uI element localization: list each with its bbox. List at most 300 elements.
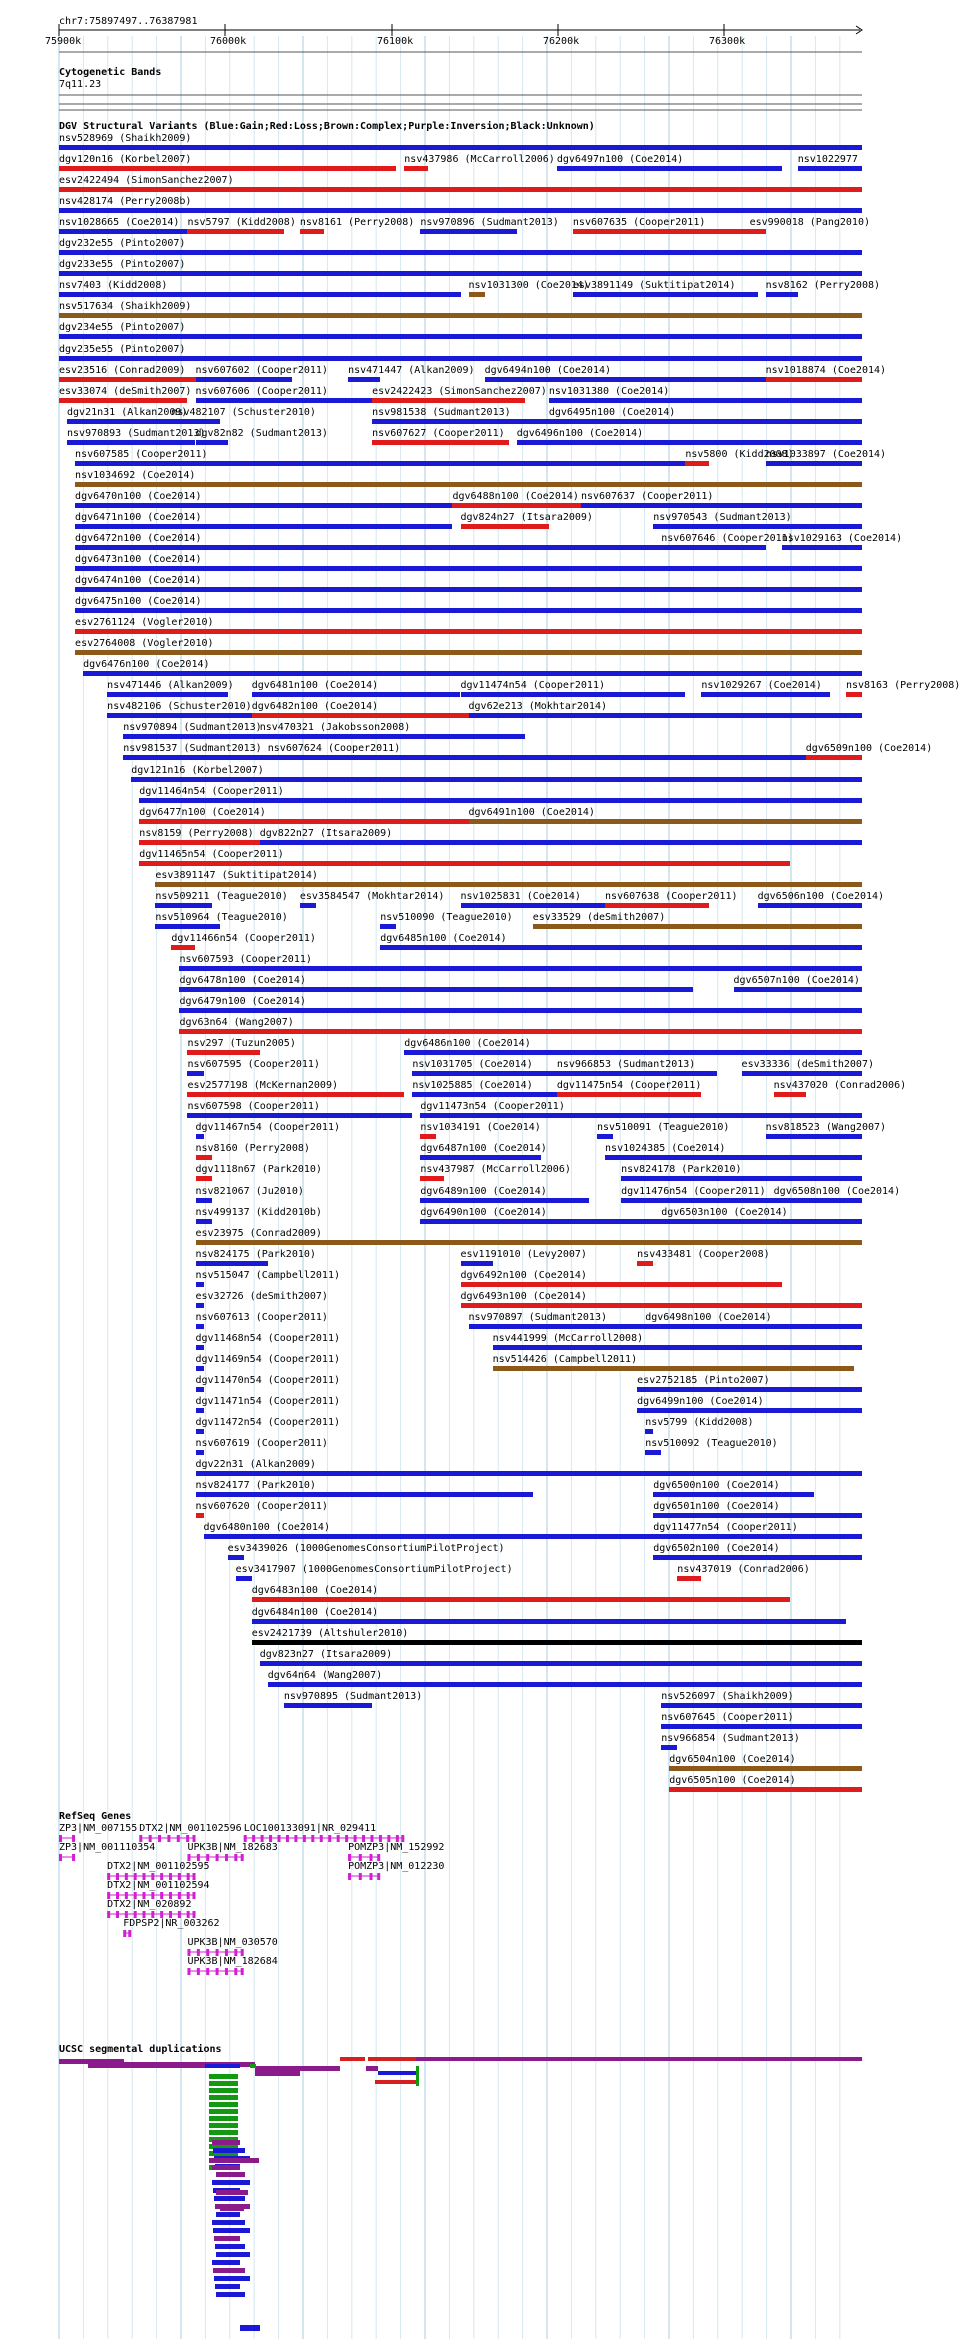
gene-exon[interactable] <box>206 1968 209 1975</box>
variant-bar[interactable] <box>420 1176 444 1181</box>
variant-label[interactable]: dgv6489n100 (Coe2014) <box>420 1185 547 1197</box>
gene-exon[interactable] <box>72 1854 75 1861</box>
variant-label[interactable]: esv33529 (deSmith2007) <box>532 911 666 923</box>
gene-exon[interactable] <box>139 1835 142 1842</box>
variant-bar[interactable] <box>412 1092 557 1097</box>
segdup-block[interactable] <box>212 2260 240 2265</box>
variant-bar[interactable] <box>196 1240 862 1245</box>
variant-bar[interactable] <box>252 713 469 718</box>
variant-label[interactable]: esv2421739 (Altshuler2010) <box>251 1627 409 1639</box>
gene-exon[interactable] <box>362 1835 365 1842</box>
gene-exon[interactable] <box>107 1873 110 1880</box>
segdup-block[interactable] <box>209 2109 238 2114</box>
segdup-block[interactable] <box>366 2066 378 2071</box>
variant-label[interactable]: dgv11474n54 (Cooper2011) <box>460 680 605 692</box>
gene-exon[interactable] <box>206 1949 209 1956</box>
variant-bar[interactable] <box>196 1345 204 1350</box>
variant-label[interactable]: esv2764008 (Vogler2010) <box>75 638 214 650</box>
variant-bar[interactable] <box>750 229 766 234</box>
gene-label[interactable]: DTX2|NM_001102595 <box>107 1861 210 1872</box>
variant-label[interactable]: nsv8159 (Perry2008) <box>139 827 254 839</box>
variant-bar[interactable] <box>59 334 862 339</box>
variant-label[interactable]: nsv966854 (Sudmant2013) <box>661 1732 800 1744</box>
variant-label[interactable]: dgv6472n100 (Coe2014) <box>75 532 202 544</box>
variant-label[interactable]: nsv970895 (Sudmant2013) <box>283 1690 423 1702</box>
variant-label[interactable]: dgv6482n100 (Coe2014) <box>251 701 379 713</box>
variant-label[interactable]: nsv482107 (Schuster2010) <box>171 406 316 418</box>
variant-bar[interactable] <box>268 1682 862 1687</box>
variant-bar[interactable] <box>268 755 806 760</box>
segdup-block[interactable] <box>215 2244 245 2249</box>
variant-label[interactable]: dgv1118n67 (Park2010) <box>195 1164 322 1176</box>
gene-exon[interactable] <box>345 1835 348 1842</box>
variant-bar[interactable] <box>557 1092 702 1097</box>
variant-label[interactable]: dgv6475n100 (Coe2014) <box>75 596 202 608</box>
variant-bar[interactable] <box>653 1492 814 1497</box>
gene-exon[interactable] <box>241 1949 244 1956</box>
gene-exon[interactable] <box>370 1835 373 1842</box>
variant-label[interactable]: nsv7403 (Kidd2008) <box>59 280 168 292</box>
variant-label[interactable]: dgv120n16 (Korbel2007) <box>59 154 192 166</box>
gene-label[interactable]: UPK3B|NM_182683 <box>187 1842 278 1853</box>
variant-label[interactable]: esv3891147 (Suktitipat2014) <box>155 869 318 881</box>
variant-label[interactable]: nsv441999 (McCarroll2008) <box>492 1332 644 1344</box>
gene-exon[interactable] <box>169 1911 172 1918</box>
gene-exon[interactable] <box>177 1835 180 1842</box>
variant-bar[interactable] <box>557 166 782 171</box>
gene-exon[interactable] <box>252 1835 255 1842</box>
gene-exon[interactable] <box>294 1835 297 1842</box>
gene-exon[interactable] <box>197 1949 200 1956</box>
gene-exon[interactable] <box>116 1892 119 1899</box>
variant-label[interactable]: nsv1034191 (Coe2014) <box>420 1122 541 1134</box>
variant-label[interactable]: dgv6471n100 (Coe2014) <box>75 511 202 523</box>
variant-bar[interactable] <box>469 713 862 718</box>
variant-bar[interactable] <box>597 1134 613 1139</box>
variant-label[interactable]: nsv970543 (Sudmant2013) <box>653 511 792 523</box>
variant-label[interactable]: dgv6496n100 (Coe2014) <box>516 427 644 439</box>
segdup-block[interactable] <box>216 2212 240 2217</box>
variant-label[interactable]: esv3439026 (1000GenomesConsortiumPilotProject) <box>227 1543 505 1555</box>
segdup-block[interactable] <box>213 2268 245 2273</box>
gene-exon[interactable] <box>348 1873 351 1880</box>
segdup-block[interactable] <box>216 2252 250 2257</box>
variant-label[interactable]: dgv6480n100 (Coe2014) <box>203 1522 330 1534</box>
segdup-block[interactable] <box>216 2190 248 2195</box>
gene-exon[interactable] <box>151 1911 154 1918</box>
variant-bar[interactable] <box>645 1450 661 1455</box>
gene-exon[interactable] <box>303 1835 306 1842</box>
variant-label[interactable]: nsv607620 (Cooper2011) <box>195 1501 328 1513</box>
variant-label[interactable]: dgv232e55 (Pinto2007) <box>59 238 186 250</box>
variant-bar[interactable] <box>372 440 509 445</box>
gene-exon[interactable] <box>379 1835 382 1842</box>
variant-bar[interactable] <box>461 524 549 529</box>
variant-label[interactable]: esv1191010 (Levy2007) <box>460 1248 587 1260</box>
gene-exon[interactable] <box>216 1949 219 1956</box>
variant-bar[interactable] <box>412 1071 557 1076</box>
variant-bar[interactable] <box>123 734 260 739</box>
gene-exon[interactable] <box>72 1835 75 1842</box>
gene-exon[interactable] <box>225 1968 228 1975</box>
variant-bar[interactable] <box>196 1366 204 1371</box>
variant-label[interactable]: dgv6476n100 (Coe2014) <box>83 659 210 671</box>
variant-label[interactable]: dgv6502n100 (Coe2014) <box>653 1543 780 1555</box>
variant-bar[interactable] <box>669 1787 862 1792</box>
variant-label[interactable]: dgv11477n54 (Cooper2011) <box>653 1522 798 1534</box>
segdup-block[interactable] <box>220 2206 244 2211</box>
variant-label[interactable]: dgv6485n100 (Coe2014) <box>380 932 507 944</box>
gene-exon[interactable] <box>328 1835 331 1842</box>
segdup-block[interactable] <box>209 2088 238 2093</box>
gene-exon[interactable] <box>116 1873 119 1880</box>
variant-label[interactable]: nsv297 (Tuzun2005) <box>187 1038 296 1050</box>
gene-exon[interactable] <box>143 1911 146 1918</box>
variant-bar[interactable] <box>766 1134 862 1139</box>
variant-label[interactable]: dgv22n31 (Alkan2009) <box>195 1459 316 1471</box>
gene-exon[interactable] <box>59 1835 62 1842</box>
gene-exon[interactable] <box>59 1854 62 1861</box>
gene-label[interactable]: DTX2|NM_020892 <box>107 1899 192 1910</box>
variant-label[interactable]: dgv6500n100 (Coe2014) <box>653 1480 780 1492</box>
variant-label[interactable]: dgv233e55 (Pinto2007) <box>59 259 186 271</box>
variant-label[interactable]: nsv607637 (Cooper2011) <box>580 490 714 502</box>
gene-exon[interactable] <box>401 1835 404 1842</box>
variant-bar[interactable] <box>123 755 268 760</box>
variant-bar[interactable] <box>260 1661 862 1666</box>
variant-bar[interactable] <box>380 945 862 950</box>
variant-label[interactable]: dgv11476n54 (Cooper2011) <box>621 1185 766 1197</box>
variant-bar[interactable] <box>260 840 862 845</box>
variant-label[interactable]: nsv510964 (Teague2010) <box>155 911 288 923</box>
gene-label[interactable]: UPK3B|NM_030570 <box>187 1937 278 1948</box>
variant-label[interactable]: nsv1024385 (Coe2014) <box>605 1143 726 1155</box>
segdup-block[interactable] <box>209 2158 259 2163</box>
variant-label[interactable]: dgv11471n54 (Cooper2011) <box>195 1396 340 1407</box>
variant-bar[interactable] <box>645 1324 862 1329</box>
variant-bar[interactable] <box>196 1408 204 1413</box>
variant-bar[interactable] <box>59 187 862 192</box>
variant-bar[interactable] <box>621 1198 774 1203</box>
variant-bar[interactable] <box>493 1366 854 1371</box>
segdup-block[interactable] <box>209 2081 238 2086</box>
gene-exon[interactable] <box>241 1968 244 1975</box>
variant-label[interactable]: nsv509211 (Teague2010) <box>155 890 288 902</box>
variant-bar[interactable] <box>59 208 862 213</box>
variant-label[interactable]: dgv6501n100 (Coe2014) <box>653 1501 780 1513</box>
variant-bar[interactable] <box>549 419 862 424</box>
segdup-block[interactable] <box>378 2071 416 2075</box>
variant-bar[interactable] <box>557 1071 718 1076</box>
gene-exon[interactable] <box>193 1892 196 1899</box>
variant-label[interactable]: nsv8163 (Perry2008) <box>845 680 960 692</box>
segdup-block[interactable] <box>209 2074 238 2079</box>
variant-bar[interactable] <box>645 1429 653 1434</box>
variant-bar[interactable] <box>605 903 709 908</box>
gene-exon[interactable] <box>348 1854 351 1861</box>
variant-bar[interactable] <box>653 1555 862 1560</box>
segdup-block[interactable] <box>416 2057 862 2061</box>
variant-bar[interactable] <box>75 461 701 466</box>
variant-bar[interactable] <box>420 1155 540 1160</box>
variant-bar[interactable] <box>67 419 171 424</box>
variant-label[interactable]: dgv824n27 (Itsara2009) <box>460 511 593 523</box>
variant-bar[interactable] <box>59 356 862 361</box>
gene-exon[interactable] <box>216 1968 219 1975</box>
variant-bar[interactable] <box>139 798 862 803</box>
variant-label[interactable]: dgv21n31 (Alkan2009) <box>67 406 188 418</box>
variant-label[interactable]: nsv607638 (Cooper2011) <box>605 890 738 902</box>
variant-label[interactable]: nsv8160 (Perry2008) <box>195 1143 310 1155</box>
variant-label[interactable]: dgv11468n54 (Cooper2011) <box>195 1332 340 1344</box>
variant-label[interactable]: dgv6487n100 (Coe2014) <box>420 1143 547 1155</box>
segdup-block[interactable] <box>209 2102 238 2107</box>
gene-exon[interactable] <box>320 1835 323 1842</box>
variant-bar[interactable] <box>107 692 227 697</box>
variant-bar[interactable] <box>228 1555 244 1560</box>
gene-exon[interactable] <box>359 1873 362 1880</box>
segdup-block[interactable] <box>209 2116 238 2121</box>
variant-bar[interactable] <box>661 1703 862 1708</box>
variant-bar[interactable] <box>734 987 862 992</box>
gene-exon[interactable] <box>187 1854 190 1861</box>
variant-label[interactable]: dgv6473n100 (Coe2014) <box>75 554 202 565</box>
variant-label[interactable]: nsv607624 (Cooper2011) <box>267 743 401 755</box>
variant-bar[interactable] <box>549 398 862 403</box>
variant-label[interactable]: nsv824178 (Park2010) <box>621 1164 742 1176</box>
variant-label[interactable]: nsv1028665 (Coe2014) <box>59 217 180 229</box>
variant-label[interactable]: dgv6491n100 (Coe2014) <box>468 806 595 818</box>
variant-bar[interactable] <box>742 1071 862 1076</box>
gene-exon[interactable] <box>286 1835 289 1842</box>
gene-exon[interactable] <box>178 1892 181 1899</box>
variant-label[interactable]: dgv6492n100 (Coe2014) <box>460 1269 587 1281</box>
variant-label[interactable]: nsv607613 (Cooper2011) <box>195 1311 328 1323</box>
variant-bar[interactable] <box>187 1113 412 1118</box>
variant-bar[interactable] <box>637 1261 653 1266</box>
variant-bar[interactable] <box>75 629 862 634</box>
variant-label[interactable]: nsv437020 (Conrad2006) <box>773 1080 907 1092</box>
gene-exon[interactable] <box>387 1835 390 1842</box>
gene-exon[interactable] <box>369 1854 372 1861</box>
gene-exon[interactable] <box>151 1892 154 1899</box>
segdup-block[interactable] <box>213 2228 250 2233</box>
gene-exon[interactable] <box>234 1968 237 1975</box>
variant-label[interactable]: dgv121n16 (Korbel2007) <box>131 764 264 776</box>
variant-label[interactable]: dgv11472n54 (Cooper2011) <box>195 1417 340 1429</box>
segdup-block[interactable] <box>214 2236 240 2241</box>
variant-label[interactable]: nsv1029163 (Coe2014) <box>781 532 903 544</box>
segdup-block[interactable] <box>216 2172 245 2177</box>
variant-bar[interactable] <box>187 1092 404 1097</box>
variant-label[interactable]: nsv514426 (Campbell2011) <box>492 1353 638 1365</box>
variant-label[interactable]: dgv11465n54 (Cooper2011) <box>139 848 284 860</box>
variant-bar[interactable] <box>196 1492 533 1497</box>
variant-bar[interactable] <box>196 1176 212 1181</box>
variant-bar[interactable] <box>59 250 862 255</box>
gene-exon[interactable] <box>197 1968 200 1975</box>
segdup-block[interactable] <box>209 2123 238 2128</box>
gene-exon[interactable] <box>225 1854 228 1861</box>
variant-bar[interactable] <box>661 1219 862 1224</box>
variant-bar[interactable] <box>469 819 862 824</box>
variant-label[interactable]: nsv510090 (Teague2010) <box>380 911 513 923</box>
variant-bar[interactable] <box>774 1198 862 1203</box>
gene-exon[interactable] <box>241 1854 244 1861</box>
variant-bar[interactable] <box>196 1324 204 1329</box>
variant-bar[interactable] <box>67 440 195 445</box>
variant-label[interactable]: nsv433481 (Cooper2008) <box>637 1248 770 1260</box>
variant-bar[interactable] <box>469 1324 646 1329</box>
variant-bar[interactable] <box>75 503 452 508</box>
gene-label[interactable]: FDPSP2|NR_003262 <box>123 1918 220 1929</box>
gene-exon[interactable] <box>193 1835 196 1842</box>
variant-bar[interactable] <box>196 1387 204 1392</box>
gene-exon[interactable] <box>134 1911 137 1918</box>
variant-bar[interactable] <box>252 692 461 697</box>
variant-bar[interactable] <box>196 1198 212 1203</box>
segdup-block[interactable] <box>209 2095 238 2100</box>
variant-label[interactable]: nsv5799 (Kidd2008) <box>645 1417 754 1429</box>
variant-bar[interactable] <box>581 503 862 508</box>
variant-bar[interactable] <box>155 882 862 887</box>
variant-label[interactable]: nsv821067 (Ju2010) <box>195 1185 304 1197</box>
variant-bar[interactable] <box>59 271 862 276</box>
variant-bar[interactable] <box>653 524 862 529</box>
segdup-block[interactable] <box>205 2064 240 2068</box>
segdup-block[interactable] <box>214 2276 250 2281</box>
variant-label[interactable]: dgv6495n100 (Coe2014) <box>548 406 676 418</box>
gene-exon[interactable] <box>169 1873 172 1880</box>
variant-bar[interactable] <box>605 1155 862 1160</box>
gene-exon[interactable] <box>169 1892 172 1899</box>
variant-label[interactable]: dgv6504n100 (Coe2014) <box>669 1753 796 1765</box>
variant-bar[interactable] <box>59 145 862 150</box>
variant-label[interactable]: nsv437986 (McCarroll2006) <box>404 154 555 166</box>
variant-label[interactable]: dgv6499n100 (Coe2014) <box>637 1396 764 1407</box>
variant-label[interactable]: nsv824175 (Park2010) <box>195 1248 316 1260</box>
variant-label[interactable]: nsv607595 (Cooper2011) <box>187 1059 320 1071</box>
gene-exon[interactable] <box>187 1968 190 1975</box>
gene-label[interactable]: DTX2|NM_001102596 <box>139 1823 242 1834</box>
variant-bar[interactable] <box>420 1219 661 1224</box>
variant-label[interactable]: dgv6484n100 (Coe2014) <box>251 1606 379 1618</box>
gene-exon[interactable] <box>149 1835 152 1842</box>
segdup-block[interactable] <box>368 2057 416 2061</box>
gene-exon[interactable] <box>143 1873 146 1880</box>
segdup-block[interactable] <box>416 2066 419 2086</box>
variant-label[interactable]: nsv526097 (Shaikh2009) <box>661 1690 794 1702</box>
gene-exon[interactable] <box>160 1873 163 1880</box>
variant-bar[interactable] <box>372 398 525 403</box>
variant-bar[interactable] <box>461 1303 863 1308</box>
variant-bar[interactable] <box>517 440 862 445</box>
variant-label[interactable]: esv2422494 (SimonSanchez2007) <box>59 175 234 187</box>
variant-bar[interactable] <box>75 587 862 592</box>
variant-label[interactable]: nsv824177 (Park2010) <box>195 1480 316 1492</box>
variant-label[interactable]: nsv607602 (Cooper2011) <box>195 364 328 376</box>
variant-label[interactable]: dgv6481n100 (Coe2014) <box>251 680 379 692</box>
variant-label[interactable]: dgv6508n100 (Coe2014) <box>773 1185 901 1197</box>
variant-bar[interactable] <box>196 1429 204 1434</box>
variant-bar[interactable] <box>653 1513 862 1518</box>
variant-bar[interactable] <box>533 924 862 929</box>
variant-bar[interactable] <box>701 692 829 697</box>
variant-label[interactable]: dgv63n64 (Wang2007) <box>179 1017 294 1029</box>
variant-bar[interactable] <box>573 229 750 234</box>
gene-label[interactable]: UPK3B|NM_182684 <box>187 1956 278 1967</box>
gene-label[interactable]: POMZP3|NM_012230 <box>348 1861 445 1872</box>
variant-bar[interactable] <box>758 903 862 908</box>
variant-bar[interactable] <box>669 1766 862 1771</box>
variant-label[interactable]: dgv235e55 (Pinto2007) <box>59 343 186 355</box>
variant-bar[interactable] <box>461 1261 493 1266</box>
variant-label[interactable]: dgv6509n100 (Coe2014) <box>805 743 933 755</box>
variant-label[interactable]: dgv11464n54 (Cooper2011) <box>139 785 284 797</box>
variant-label[interactable]: nsv1029267 (Coe2014) <box>701 680 822 692</box>
variant-bar[interactable] <box>107 713 252 718</box>
variant-bar[interactable] <box>469 292 485 297</box>
variant-bar[interactable] <box>196 1155 212 1160</box>
variant-label[interactable]: nsv482106 (Schuster2010) <box>107 701 252 713</box>
gene-label[interactable]: DTX2|NM_001102594 <box>107 1880 210 1891</box>
gene-exon[interactable] <box>396 1835 399 1842</box>
variant-bar[interactable] <box>83 671 862 676</box>
variant-label[interactable]: esv33336 (deSmith2007) <box>741 1059 874 1071</box>
variant-bar[interactable] <box>196 1261 268 1266</box>
variant-bar[interactable] <box>155 924 219 929</box>
gene-exon[interactable] <box>354 1835 357 1842</box>
gene-exon[interactable] <box>278 1835 281 1842</box>
variant-bar[interactable] <box>461 1282 782 1287</box>
variant-label[interactable]: dgv11467n54 (Cooper2011) <box>195 1122 340 1134</box>
gene-exon[interactable] <box>193 1911 196 1918</box>
variant-bar[interactable] <box>196 440 228 445</box>
variant-label[interactable]: nsv8162 (Perry2008) <box>765 280 881 292</box>
variant-label[interactable]: dgv6490n100 (Coe2014) <box>420 1206 547 1218</box>
variant-label[interactable]: esv23516 (Conrad2009) <box>59 364 186 376</box>
segdup-block[interactable] <box>214 2196 245 2201</box>
variant-bar[interactable] <box>196 1303 204 1308</box>
variant-label[interactable]: dgv6494n100 (Coe2014) <box>484 364 612 376</box>
gene-exon[interactable] <box>244 1835 247 1842</box>
variant-bar[interactable] <box>300 229 324 234</box>
variant-label[interactable]: dgv11466n54 (Cooper2011) <box>171 932 316 944</box>
variant-bar[interactable] <box>485 377 766 382</box>
gene-exon[interactable] <box>125 1873 128 1880</box>
variant-bar[interactable] <box>653 1534 862 1539</box>
gene-exon[interactable] <box>261 1835 264 1842</box>
variant-bar[interactable] <box>774 1092 806 1097</box>
variant-label[interactable]: dgv6474n100 (Coe2014) <box>75 575 202 587</box>
variant-label[interactable]: nsv510091 (Teague2010) <box>597 1122 730 1134</box>
gene-label[interactable]: POMZP3|NM_152992 <box>348 1842 445 1853</box>
gene-exon[interactable] <box>206 1854 209 1861</box>
segdup-block[interactable] <box>212 2140 240 2145</box>
variant-bar[interactable] <box>75 482 862 487</box>
variant-label[interactable]: dgv6493n100 (Coe2014) <box>460 1290 587 1302</box>
variant-bar[interactable] <box>420 229 516 234</box>
variant-label[interactable]: dgv62e213 (Mokhtar2014) <box>468 701 607 713</box>
variant-bar[interactable] <box>493 1345 862 1350</box>
gene-label[interactable]: ZP3|NM_007155 <box>59 1823 138 1834</box>
variant-label[interactable]: nsv1025885 (Coe2014) <box>412 1080 533 1092</box>
variant-bar[interactable] <box>75 650 862 655</box>
variant-label[interactable]: nsv981538 (Sudmant2013) <box>372 406 511 418</box>
variant-label[interactable]: nsv970896 (Sudmant2013) <box>420 217 559 229</box>
variant-bar[interactable] <box>637 1408 862 1413</box>
variant-label[interactable]: dgv11473n54 (Cooper2011) <box>420 1101 565 1113</box>
